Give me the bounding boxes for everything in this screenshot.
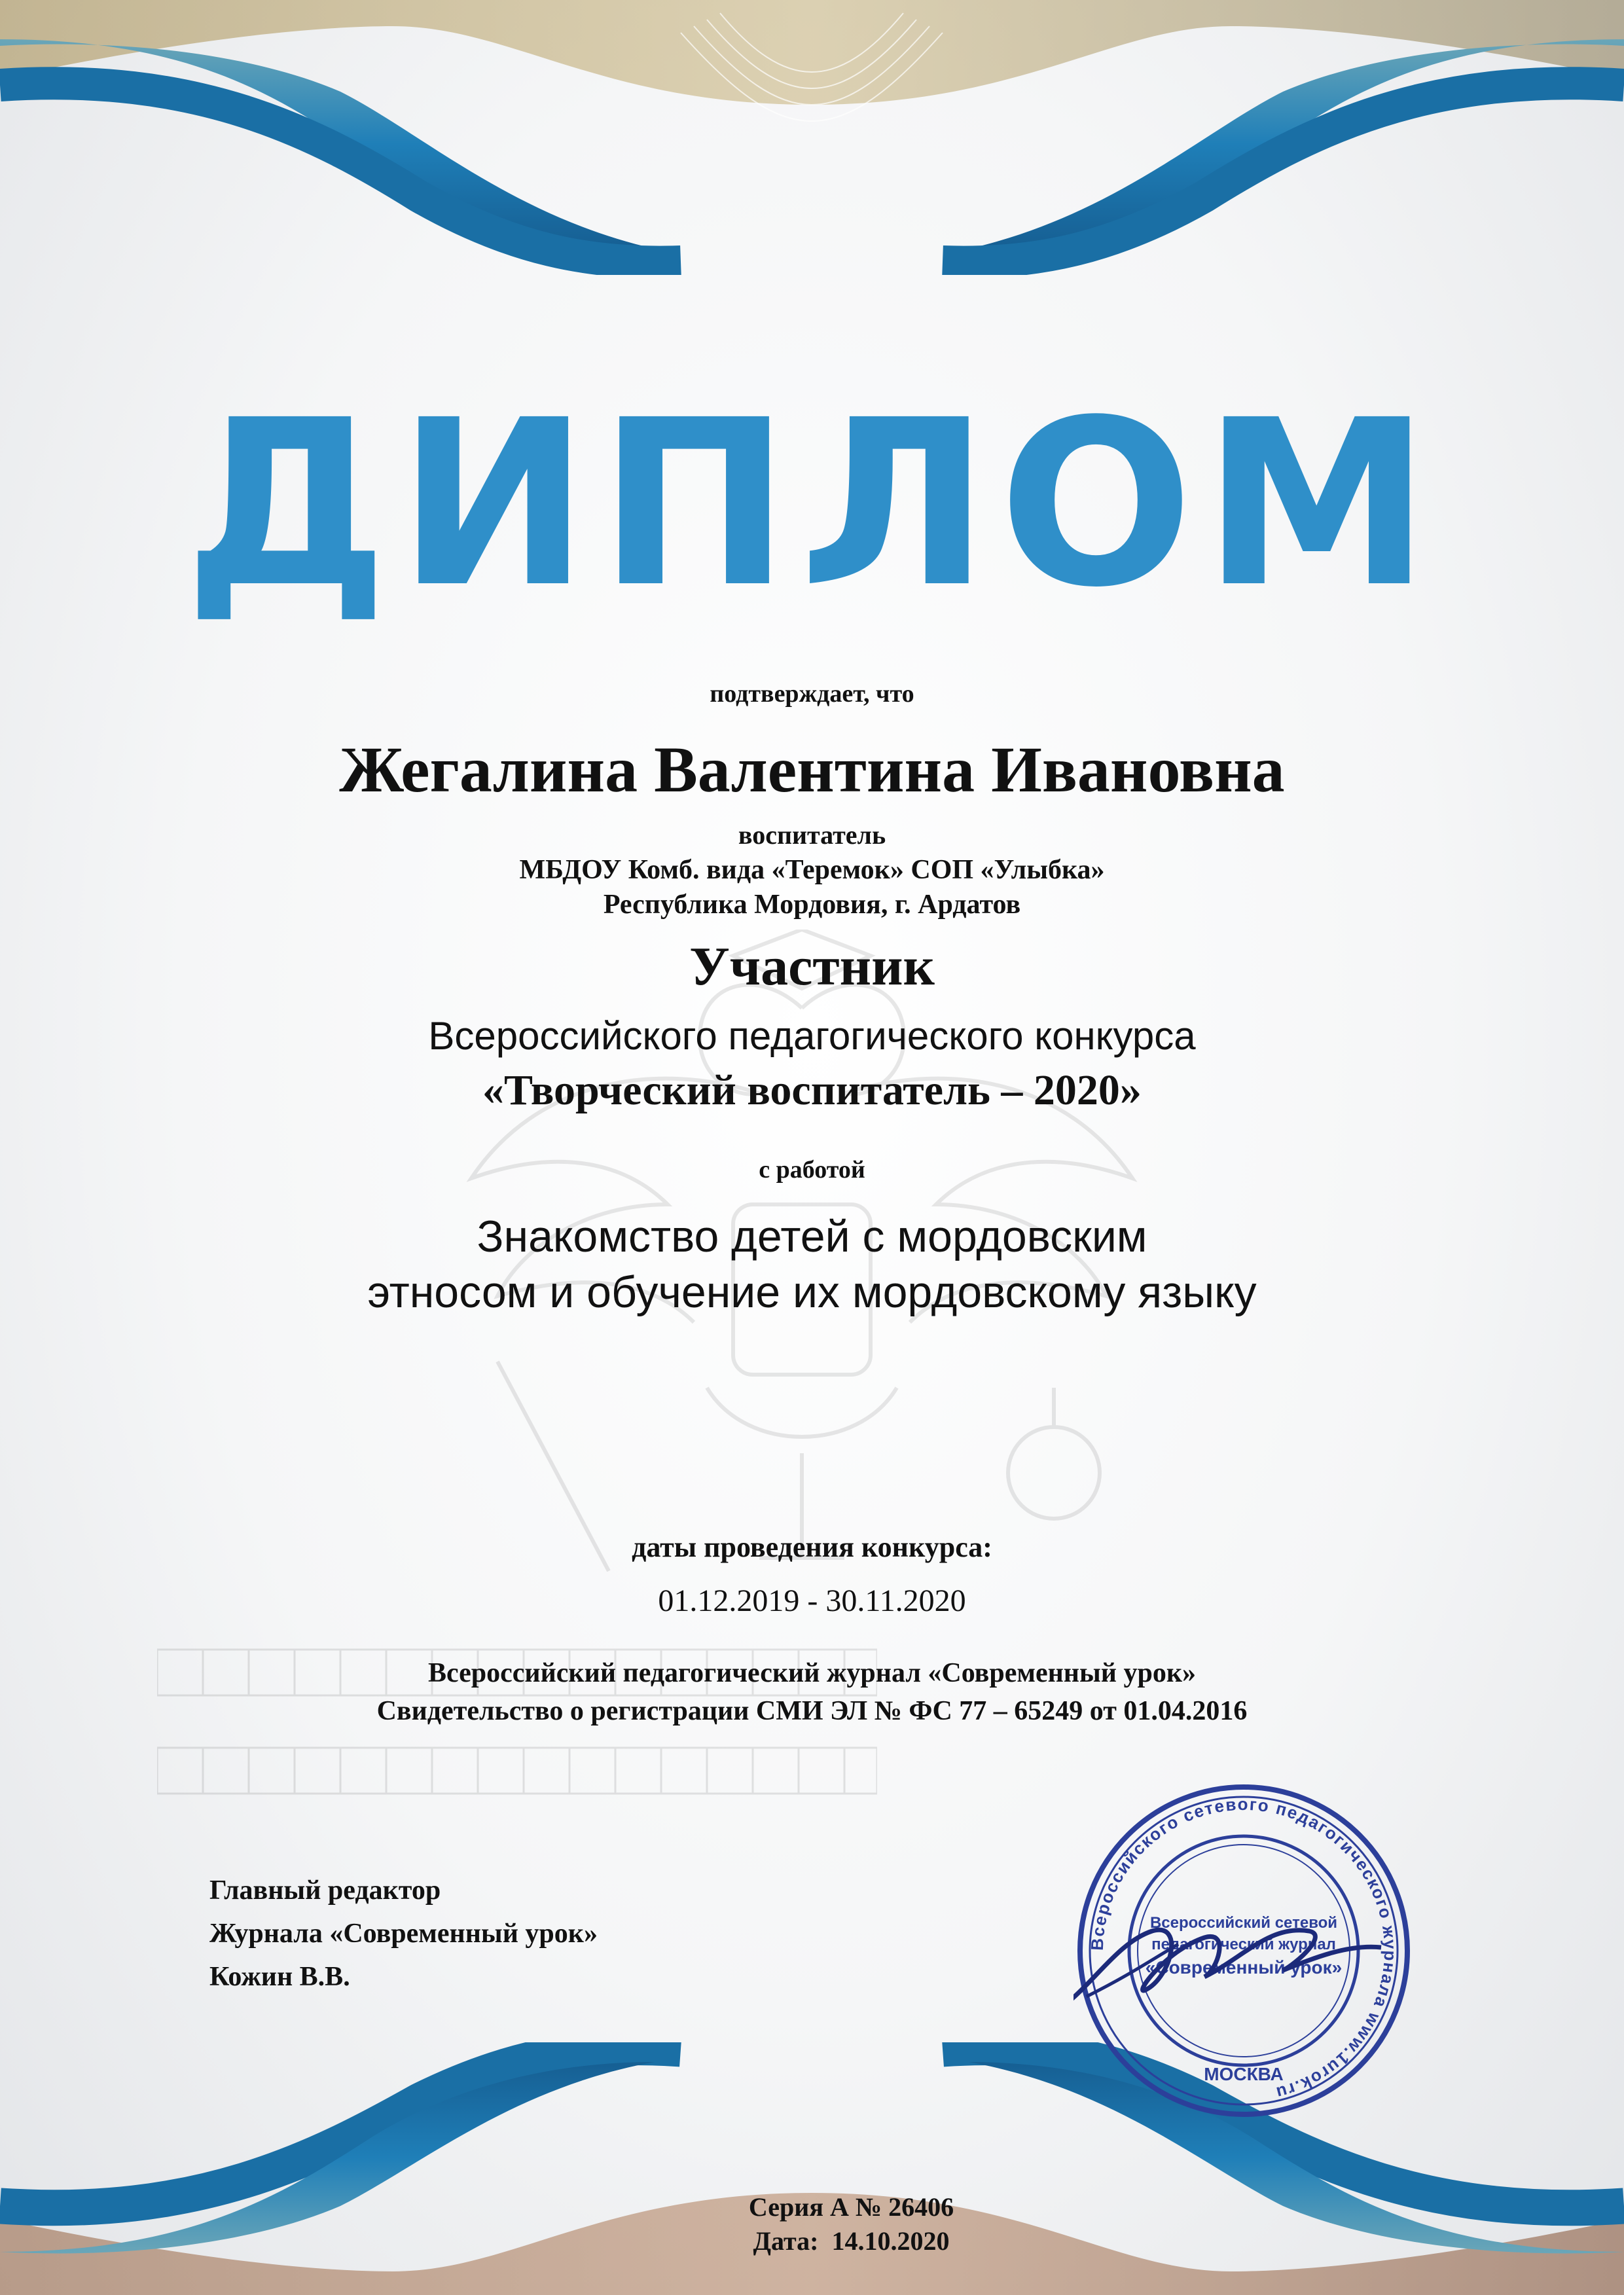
top-decorative-band — [0, 0, 1624, 275]
stamp-ring-text: Всероссийского сетевого педагогического журнала www.1urok.ru — [1087, 1794, 1401, 2104]
editor-title: Главный редактор — [209, 1875, 441, 1906]
recipient-organization: МБДОУ Комб. вида «Теремок» СОП «Улыбка» — [519, 855, 1105, 885]
editor-block — [209, 1869, 598, 1998]
contest-dates-value: 01.12.2019 - 30.11.2020 — [658, 1583, 966, 1618]
form-grid-watermark — [157, 1623, 877, 1846]
official-stamp-icon — [1074, 1780, 1414, 2121]
contest-name: «Творческий воспитатель – 2020» — [482, 1066, 1142, 1114]
contest-line: Всероссийского педагогического конкурса — [428, 1014, 1196, 1058]
with-work-label: с работой — [759, 1156, 865, 1184]
contest-dates-label: даты проведения конкурса: — [632, 1531, 992, 1563]
stamp-bottom-text: МОСКВА — [1204, 2064, 1284, 2084]
registration-line: Свидетельство о регистрации СМИ ЭЛ № ФС 77 – 65249 от 01.04.2016 — [376, 1696, 1248, 1726]
editor-journal: Журнала «Современный урок» — [209, 1919, 598, 1949]
recipient-position: воспитатель — [738, 820, 886, 850]
journal-line: Всероссийский педагогический журнал «Современный урок» — [427, 1658, 1197, 1688]
diploma-title: ДИПЛОМ — [184, 370, 1440, 638]
confirms-text: подтверждает, что — [710, 680, 914, 708]
stamp-center-line-1: Всероссийский сетевой — [1149, 1914, 1338, 1932]
stamp-center-line-3: «Современный урок» — [1145, 1957, 1343, 1978]
stamp-center-line-2: педагогический журнал — [1151, 1936, 1336, 1953]
editor-name: Кожин В.В. — [209, 1962, 350, 1992]
recipient-name: Жегалина Валентина Ивановна — [339, 733, 1285, 806]
participant-status: Участник — [689, 936, 935, 997]
series-number: Серия А № 26406 — [748, 2192, 954, 2222]
recipient-region: Республика Мордовия, г. Ардатов — [603, 890, 1021, 920]
issue-date: Дата: 14.10.2020 — [753, 2226, 950, 2256]
work-title-line-2: этносом и обучение их мордовскому языку — [367, 1267, 1257, 1317]
work-title-line-1: Знакомство детей с мордовским — [477, 1212, 1147, 1261]
